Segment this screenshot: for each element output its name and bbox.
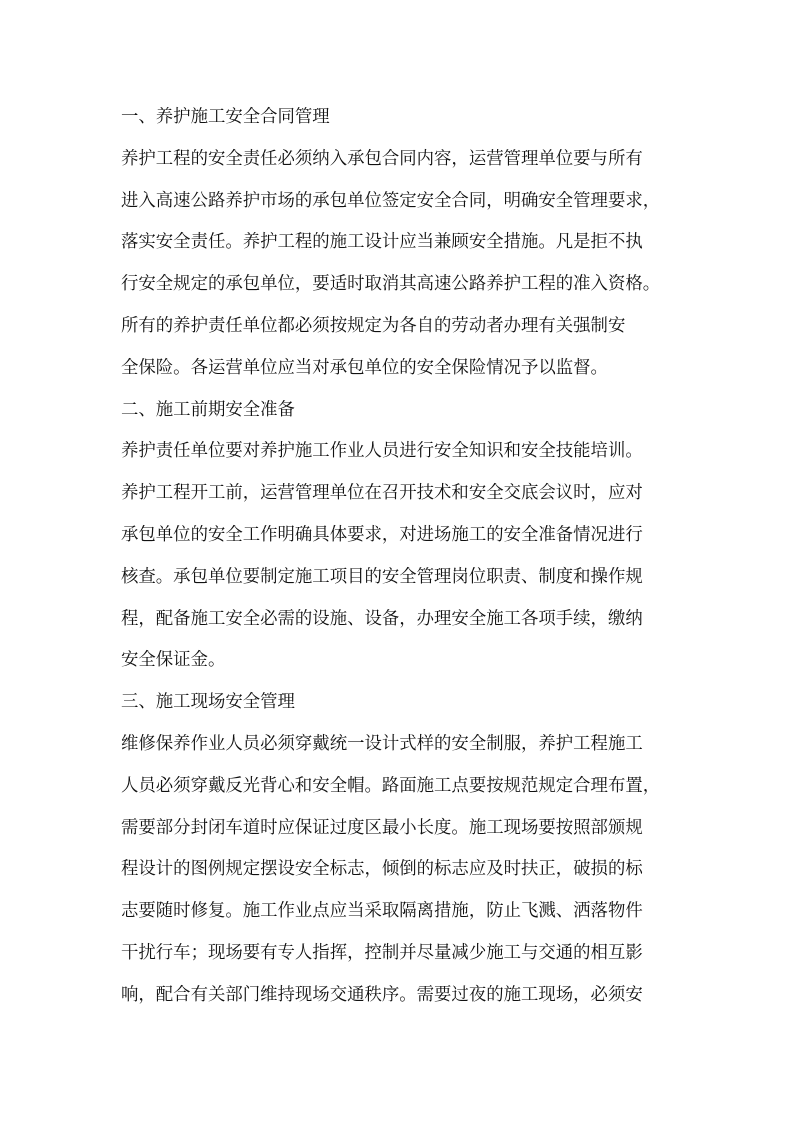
paragraph-line: 程，配备施工安全必需的设施、设备，办理安全施工各项手续，缴纳 xyxy=(121,608,643,629)
paragraph-line: 养护工程的安全责任必须纳入承包合同内容，运营管理单位要与所有 xyxy=(121,148,643,169)
paragraph-line: 进入高速公路养护市场的承包单位签定安全合同，明确安全管理要求， xyxy=(121,190,661,211)
paragraph-line: 响，配合有关部门维持现场交通秩序。需要过夜的施工现场，必须安 xyxy=(121,984,643,1005)
paragraph-line: 承包单位的安全工作明确具体要求，对进场施工的安全准备情况进行 xyxy=(121,524,643,545)
paragraph-line: 所有的养护责任单位都必须按规定为各自的劳动者办理有关强制安 xyxy=(121,315,626,336)
paragraph-line: 行安全规定的承包单位，要适时取消其高速公路养护工程的准入资格。 xyxy=(121,274,661,295)
paragraph-line: 养护工程开工前，运营管理单位在召开技术和安全交底会议时，应对 xyxy=(121,483,643,504)
paragraph-line: 核查。承包单位要制定施工项目的安全管理岗位职责、制度和操作规 xyxy=(121,566,643,587)
section-heading-1: 一、养护施工安全合同管理 xyxy=(121,107,330,127)
paragraph-line: 程设计的图例规定摆设安全标志，倾倒的标志应及时扶正，破损的标 xyxy=(121,859,643,880)
paragraph-line: 落实安全责任。养护工程的施工设计应当兼顾安全措施。凡是拒不执 xyxy=(121,232,643,253)
paragraph-line: 全保险。各运营单位应当对承包单位的安全保险情况予以监督。 xyxy=(121,357,608,378)
section-heading-2: 二、施工前期安全准备 xyxy=(121,399,295,420)
paragraph-line: 安全保证金。 xyxy=(121,650,226,671)
paragraph-line: 需要部分封闭车道时应保证过度区最小长度。施工现场要按照部颁规 xyxy=(121,817,643,838)
paragraph-line: 干扰行车；现场要有专人指挥，控制并尽量减少施工与交通的相互影 xyxy=(121,942,643,963)
document-body xyxy=(121,101,681,1011)
paragraph-line: 养护责任单位要对养护施工作业人员进行安全知识和安全技能培训。 xyxy=(121,441,643,462)
paragraph-line: 人员必须穿戴反光背心和安全帽。路面施工点要按规范规定合理布置， xyxy=(121,775,661,796)
paragraph-line: 维修保养作业人员必须穿戴统一设计式样的安全制服，养护工程施工 xyxy=(121,733,643,754)
section-heading-3: 三、施工现场安全管理 xyxy=(121,692,295,713)
paragraph-line: 志要随时修复。施工作业点应当采取隔离措施，防止飞溅、洒落物件 xyxy=(121,901,643,922)
